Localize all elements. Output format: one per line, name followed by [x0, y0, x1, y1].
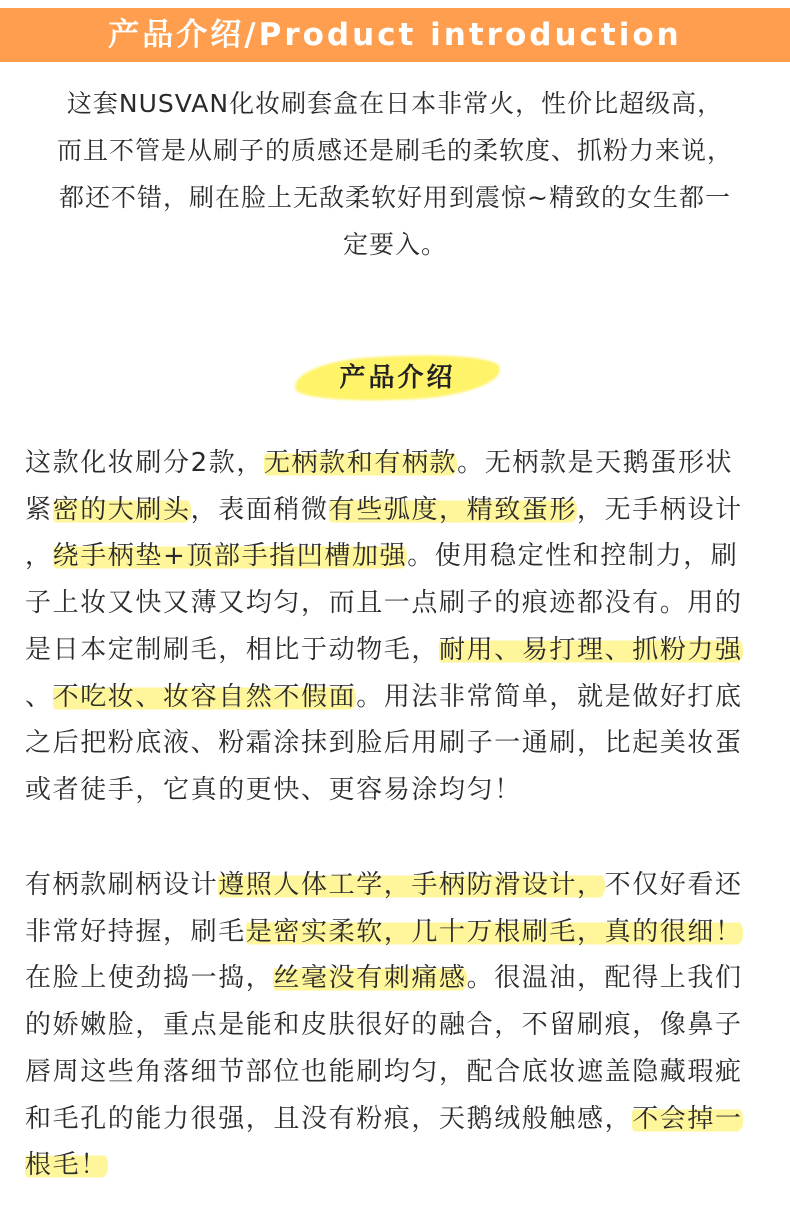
- text-segment: 非常好持握，刷毛: [25, 916, 246, 947]
- text-line: [25, 767, 775, 814]
- highlighted-text: 根毛！: [25, 1150, 108, 1181]
- text-segment: 的娇嫩脸，重点是能和皮肤很好的融合，不留刷痕，像鼻子: [25, 1010, 743, 1041]
- section-tag-label: 产品介绍: [339, 363, 456, 393]
- intro-line: 都还不错，刷在脸上无敌柔软好用到震惊~精致的女生都一: [59, 183, 731, 212]
- text-segment: ，: [25, 541, 53, 572]
- highlighted-text: 密的大刷头: [52, 494, 191, 525]
- header-title: 产品介绍/Product introduction: [108, 17, 682, 53]
- highlighted-text: 不会掉一: [632, 1103, 743, 1134]
- section-header-banner: [0, 8, 790, 62]
- text-line: [25, 1049, 775, 1096]
- text-segment: 不仅好看还: [604, 870, 743, 900]
- text-segment: 子上妆又快又薄又均匀，而且一点刷子的痕迹都没有。用的: [25, 588, 743, 619]
- text-segment: 在脸上使劲捣一捣，: [25, 963, 274, 994]
- text-segment: 是日本定制刷毛，相比于动物毛，: [25, 634, 440, 665]
- body-paragraph-1: [25, 440, 775, 814]
- text-line: [25, 720, 775, 767]
- text-segment: 紧: [25, 494, 53, 525]
- text-segment: 、: [25, 681, 53, 712]
- intro-line: 这套NUSVAN化妆刷套盒在日本非常火，性价比超级高，: [66, 89, 724, 118]
- text-segment: 这款化妆刷分2款，: [25, 448, 264, 478]
- text-segment: ，无手柄设计: [577, 494, 743, 525]
- text-line: [25, 955, 775, 1002]
- text-line: [25, 909, 775, 956]
- highlighted-text: 丝毫没有刺痛感: [273, 963, 467, 994]
- text-segment: ，表面稍微: [190, 494, 329, 525]
- highlighted-text: 不吃妆、妆容自然不假面: [52, 681, 357, 712]
- text-segment: 之后把粉底液、粉霜涂抹到脸后用刷子一通刷，比起美妆蛋: [25, 728, 743, 759]
- highlighted-text: 是密实柔软，几十万根刷毛，真的很细！: [245, 916, 743, 947]
- text-line: [25, 440, 775, 487]
- highlighted-text: 无柄款和有柄款: [263, 448, 458, 478]
- text-line: [25, 862, 775, 909]
- text-segment: 或者徒手，它真的更快、更容易涂均匀！: [25, 774, 522, 805]
- text-line: [25, 674, 775, 721]
- text-line: [25, 580, 775, 627]
- text-segment: 有柄款刷柄设计: [25, 870, 219, 900]
- highlighted-text: 耐用、易打理、抓粉力强: [439, 634, 743, 665]
- text-segment: 。很温油，配得上我们: [466, 963, 743, 994]
- section-tag: [295, 348, 500, 408]
- text-segment: 和毛孔的能力很强，且没有粉痕，天鹅绒般触感，: [25, 1103, 633, 1134]
- text-line: [25, 533, 775, 580]
- intro-line: 而且不管是从刷子的质感还是刷毛的柔软度、抓粉力来说，: [56, 136, 733, 165]
- intro-line: 定要入。: [342, 230, 447, 259]
- highlighted-text: 绕手柄垫+顶部手指凹槽加强: [52, 541, 408, 572]
- text-line: [25, 1096, 775, 1143]
- text-segment: 。用法非常简单，就是做好打底: [356, 681, 743, 712]
- text-line: [25, 627, 775, 674]
- text-segment: 唇周这些角落细节部位也能刷均匀，配合底妆遮盖隐藏瑕疵: [25, 1056, 743, 1087]
- highlighted-text: 有些弧度，精致蛋形: [328, 494, 578, 525]
- text-line: [25, 1002, 775, 1049]
- intro-paragraph: [0, 80, 790, 268]
- body-paragraph-2: [25, 862, 775, 1189]
- text-segment: 。使用稳定性和控制力，刷: [407, 541, 739, 572]
- text-line: [25, 487, 775, 534]
- text-line: [25, 1142, 775, 1189]
- text-segment: 。无柄款是天鹅蛋形状: [457, 448, 734, 478]
- highlighted-text: 遵照人体工学，手柄防滑设计，: [218, 870, 605, 900]
